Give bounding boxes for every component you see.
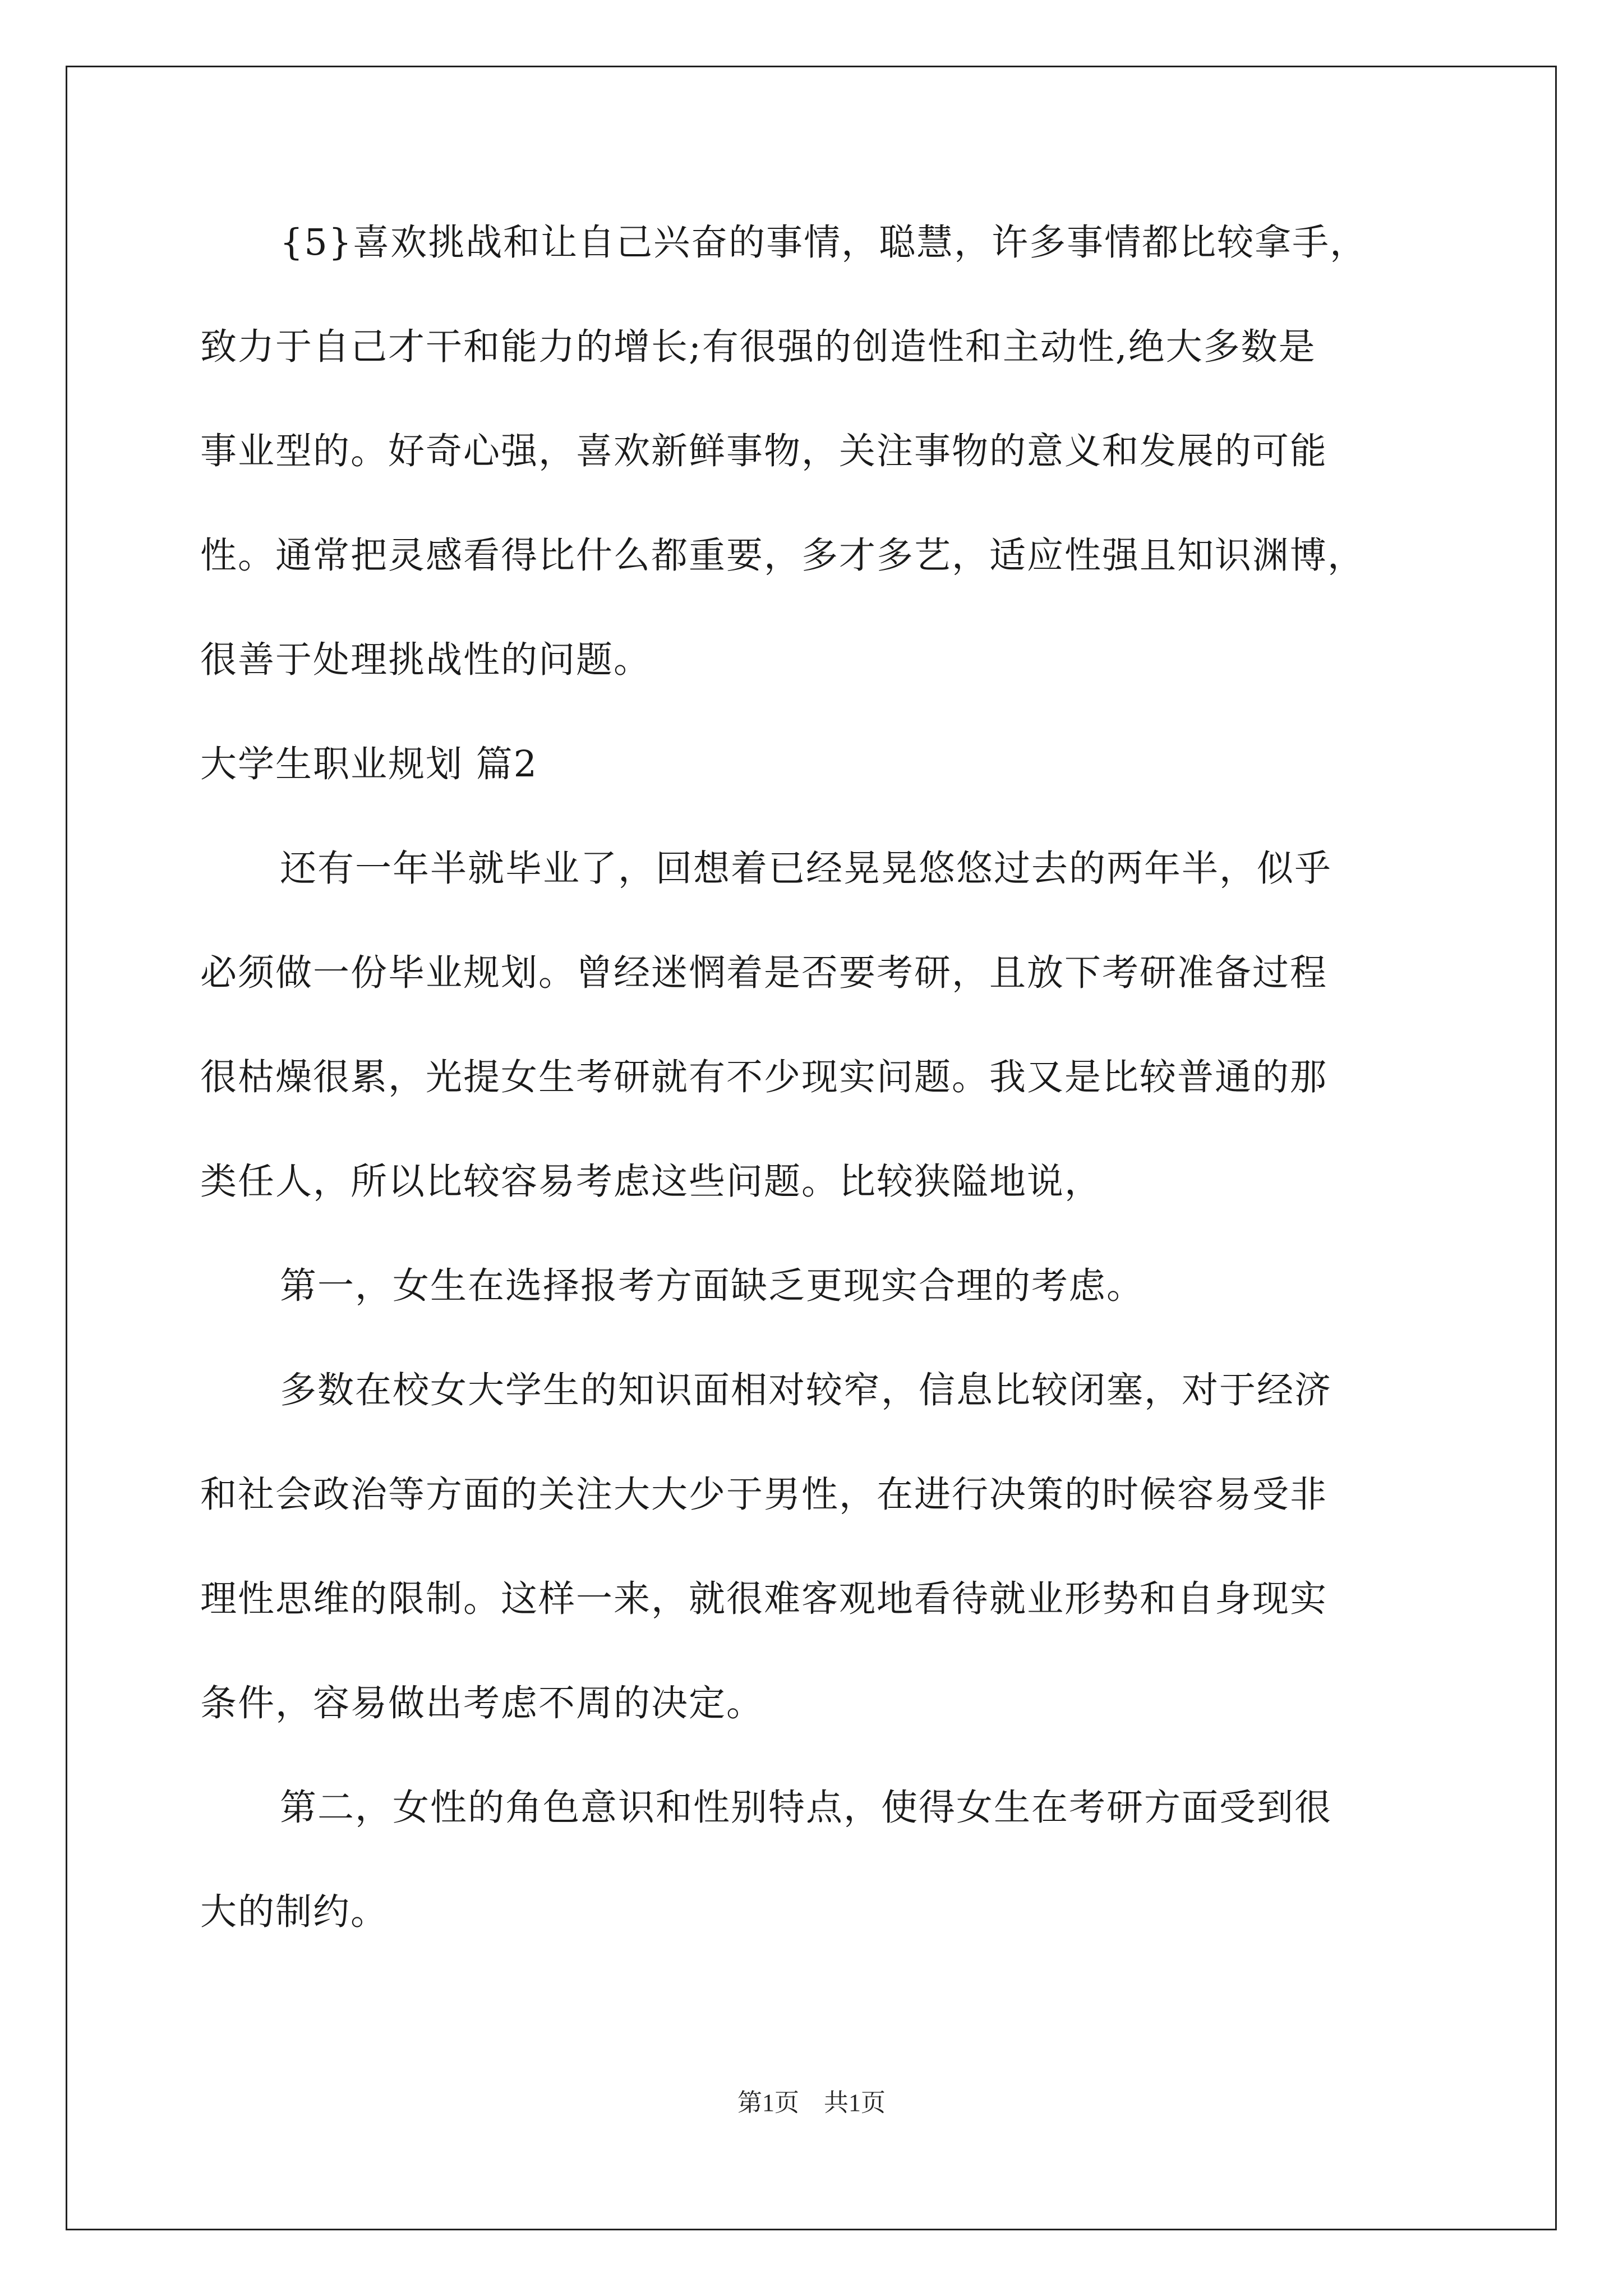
text-line: 理性思维的限制。这样一来，就很难客观地看待就业形势和自身现实 — [200, 1578, 1328, 1620]
text-line: 性。通常把灵感看得比什么都重要，多才多艺，适应性强且知识渊博， — [200, 535, 1366, 577]
text-line: 很善于处理挑战性的问题。 — [200, 639, 652, 681]
text-line: 很枯燥很累，光提女生考研就有不少现实问题。我又是比较普通的那 — [200, 1056, 1328, 1098]
text-line: 必须做一份毕业规划。曾经迷惘着是否要考研，且放下考研准备过程 — [200, 952, 1328, 994]
section-heading: 大学生职业规划 篇2 — [200, 743, 538, 785]
paragraph-intro — [200, 817, 1434, 1234]
text-line: 多数在校女大学生的知识面相对较窄，信息比较闭塞，对于经济 — [280, 1369, 1332, 1411]
text-line: 和社会政治等方面的关注大大少于男性，在进行决策的时候容易受非 — [200, 1474, 1328, 1516]
text-line: 致力于自己才干和能力的增长;有很强的创造性和主动性,绝大多数是 — [200, 326, 1316, 368]
text-line: 类任人，所以比较容易考虑这些问题。比较狭隘地说， — [200, 1161, 1103, 1203]
text-line: 事业型的。好奇心强，喜欢新鲜事物，关注事物的意义和发展的可能 — [200, 430, 1328, 472]
text-line: 第二，女性的角色意识和性别特点，使得女生在考研方面受到很 — [280, 1787, 1332, 1829]
text-line: 大的制约。 — [200, 1891, 389, 1933]
paragraph-item-5 — [200, 191, 1434, 712]
text-line: 第一，女生在选择报考方面缺乏更现实合理的考虑。 — [280, 1265, 1145, 1307]
text-line: 条件，容易做出考虑不周的决定。 — [200, 1682, 764, 1724]
text-line: {5}喜欢挑战和让自己兴奋的事情，聪慧，许多事情都比较拿手， — [280, 222, 1368, 264]
paragraph-point-1 — [200, 1234, 1434, 1338]
page-footer: 第1页 共1页 — [737, 2089, 886, 2116]
paragraph-point-2 — [200, 1756, 1434, 1964]
paragraph-point-1-detail — [200, 1338, 1434, 1756]
document-body — [200, 191, 1434, 1964]
text-line: 还有一年半就毕业了，回想着已经晃晃悠悠过去的两年半，似乎 — [280, 848, 1332, 890]
